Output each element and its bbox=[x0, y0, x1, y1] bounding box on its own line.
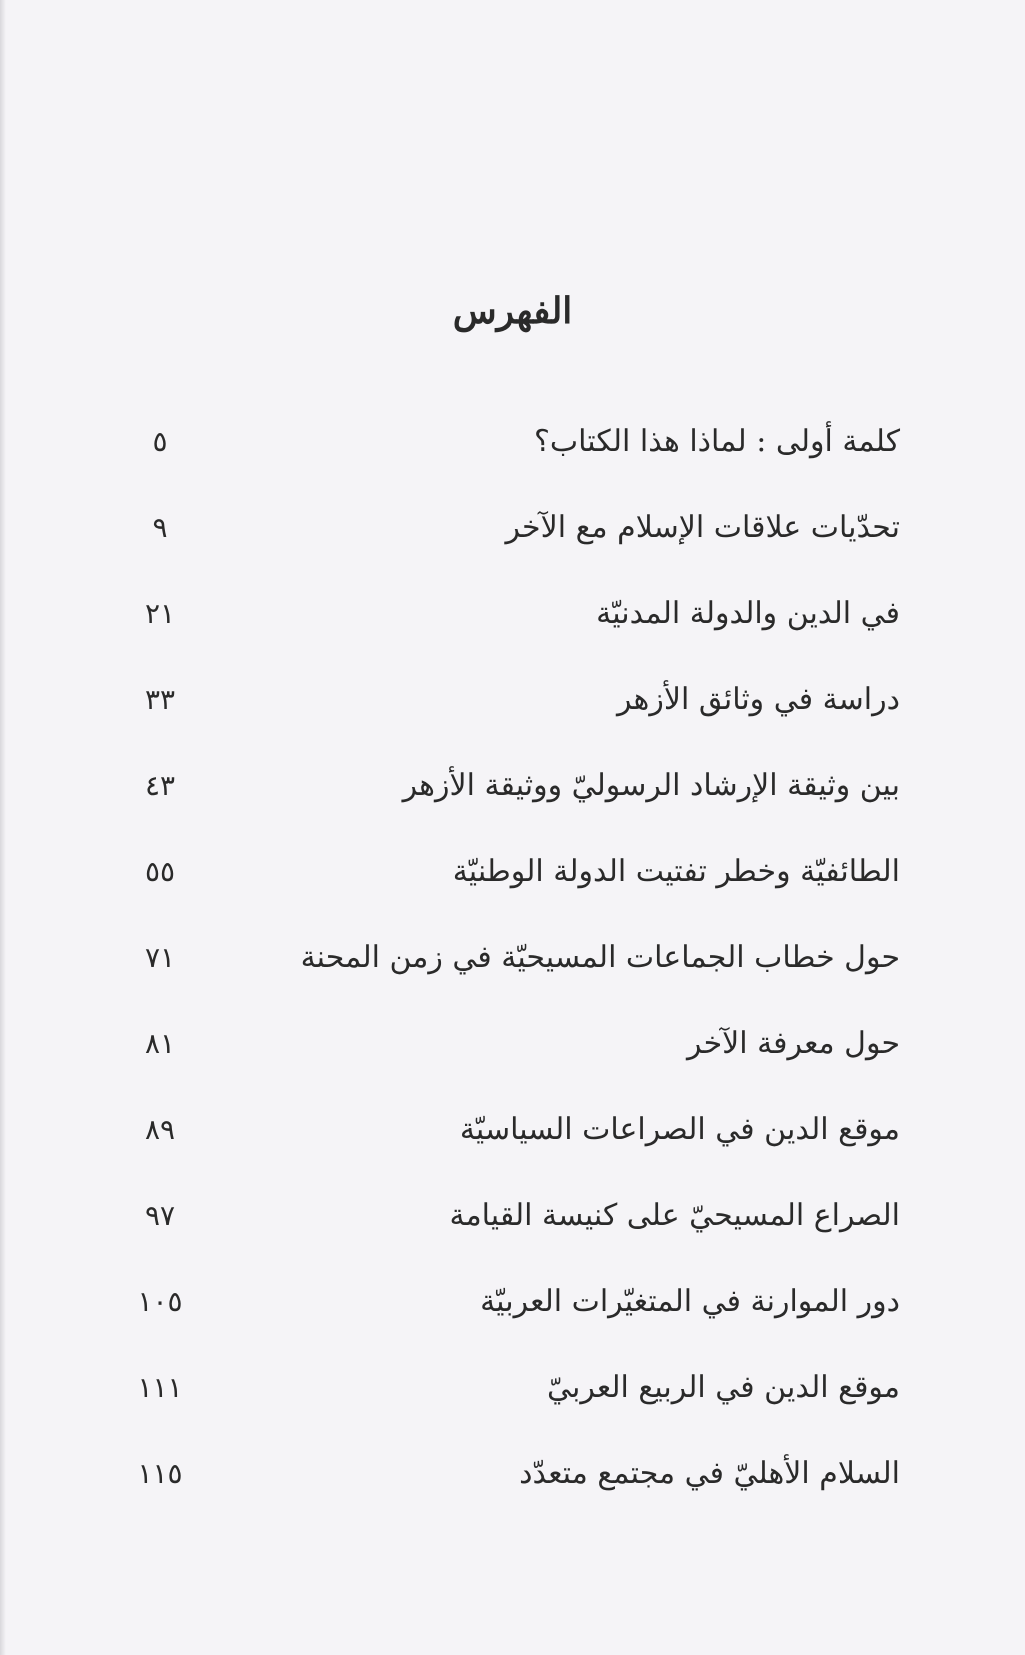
toc-page-number: ٤٣ bbox=[144, 769, 176, 802]
toc-entry bbox=[120, 1194, 900, 1280]
toc-page-number: ٩ bbox=[152, 511, 168, 544]
toc-entry-title: دراسة في وثائق الأزهر bbox=[616, 682, 900, 717]
toc-entry bbox=[120, 678, 900, 764]
toc-entry-title: حول خطاب الجماعات المسيحيّة في زمن المحنة bbox=[300, 940, 900, 975]
toc-entry-title: دور الموارنة في المتغيّرات العربيّة bbox=[480, 1284, 900, 1319]
table-of-contents bbox=[120, 420, 900, 1538]
toc-page-number: ٥ bbox=[152, 425, 168, 458]
toc-entry-title: السلام الأهليّ في مجتمع متعدّد bbox=[519, 1456, 900, 1491]
toc-page-number: ٧١ bbox=[144, 941, 176, 974]
toc-entry bbox=[120, 764, 900, 850]
toc-entry bbox=[120, 1366, 900, 1452]
toc-entry bbox=[120, 506, 900, 592]
toc-page-number: ٩٧ bbox=[144, 1199, 176, 1232]
toc-entry bbox=[120, 1108, 900, 1194]
toc-entry bbox=[120, 1452, 900, 1538]
toc-entry-title: حول معرفة الآخر bbox=[687, 1026, 900, 1061]
toc-entry-title: موقع الدين في الصراعات السياسيّة bbox=[459, 1112, 900, 1147]
toc-page-number: ١١٥ bbox=[137, 1457, 183, 1490]
toc-entry-title: تحدّيات علاقات الإسلام مع الآخر bbox=[505, 510, 900, 545]
toc-page-number: ٢١ bbox=[144, 597, 176, 630]
toc-page-number: ٨٩ bbox=[144, 1113, 176, 1146]
toc-page-number: ٨١ bbox=[144, 1027, 176, 1060]
toc-page-number: ١١١ bbox=[137, 1371, 183, 1404]
toc-entry-title: الصراع المسيحيّ على كنيسة القيامة bbox=[449, 1198, 900, 1233]
toc-entry bbox=[120, 420, 900, 506]
toc-page-number: ٥٥ bbox=[144, 855, 176, 888]
toc-entry bbox=[120, 936, 900, 1022]
toc-entry-title: في الدين والدولة المدنيّة bbox=[596, 596, 900, 631]
toc-entry-title: موقع الدين في الربيع العربيّ bbox=[546, 1370, 900, 1405]
toc-entry bbox=[120, 1022, 900, 1108]
toc-entry bbox=[120, 1280, 900, 1366]
page-title: الفهرس bbox=[452, 290, 573, 332]
toc-page-number: ٣٣ bbox=[144, 683, 176, 716]
toc-entry-title: الطائفيّة وخطر تفتيت الدولة الوطنيّة bbox=[452, 854, 900, 889]
toc-entry bbox=[120, 850, 900, 936]
toc-page-number: ١٠٥ bbox=[137, 1285, 183, 1318]
toc-entry-title: بين وثيقة الإرشاد الرسوليّ ووثيقة الأزهر bbox=[402, 768, 900, 803]
toc-entry-title: كلمة أولى : لماذا هذا الكتاب؟ bbox=[533, 424, 900, 459]
page-edge-shadow bbox=[0, 0, 6, 1655]
toc-entry bbox=[120, 592, 900, 678]
